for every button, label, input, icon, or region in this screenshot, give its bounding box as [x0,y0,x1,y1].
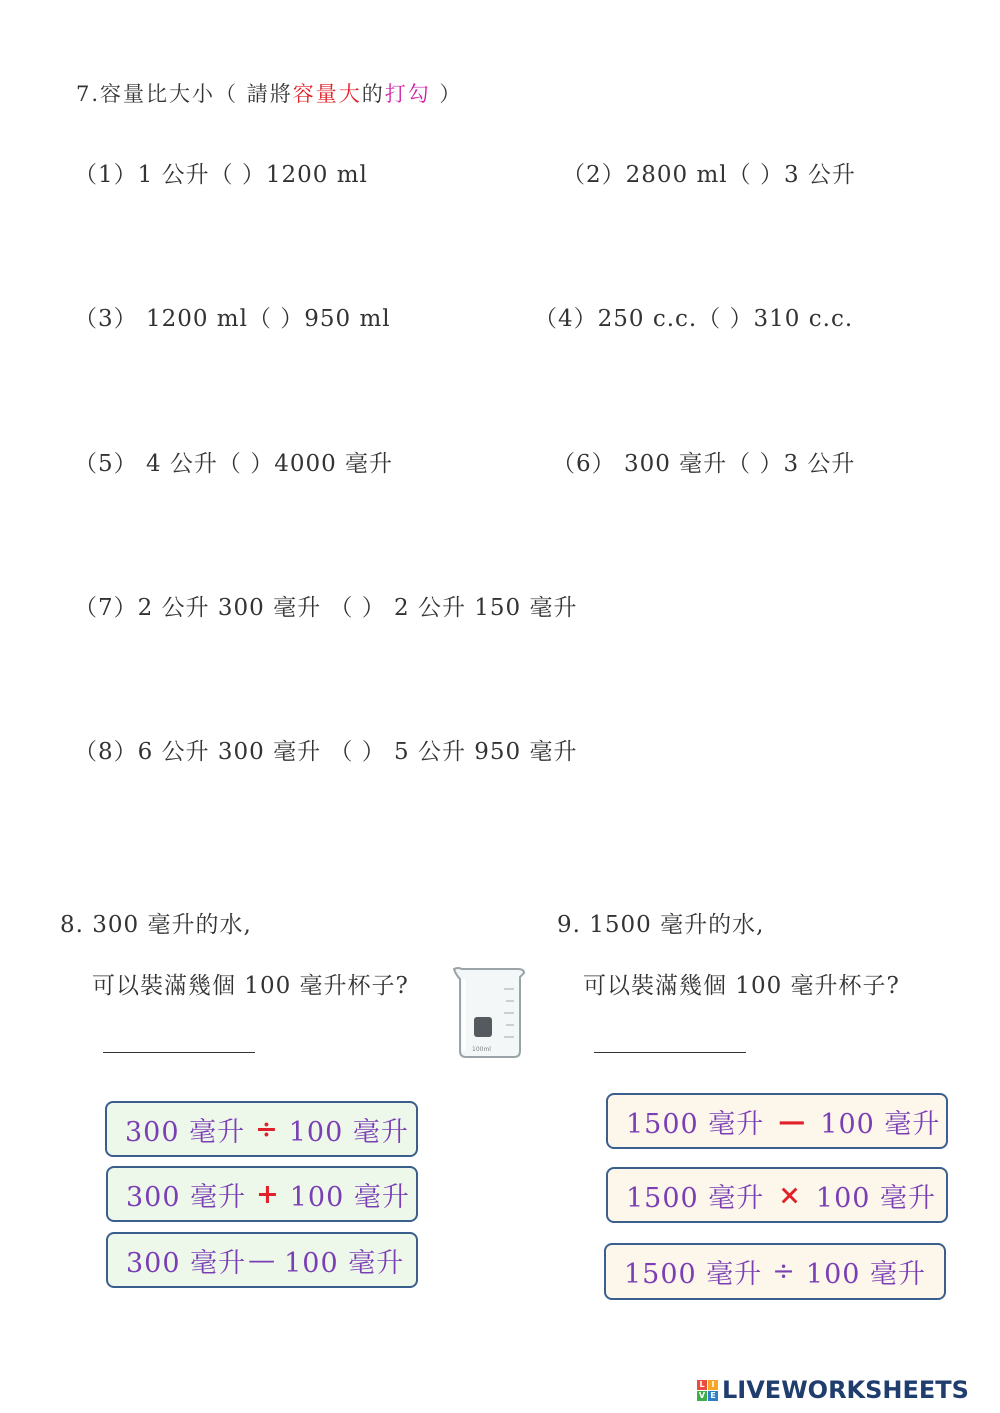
q8-option-3-left: 300 毫升 [126,1247,247,1279]
q7-title-highlight-red: 容量大 [292,82,362,106]
logo-cubes-icon [697,1380,718,1401]
q8-option-3[interactable] [106,1232,418,1288]
q9-option-2-left: 1500 毫升 [626,1182,765,1214]
minus-operator: — [778,1105,807,1137]
q7-item-1[interactable]: （1）1 公升（ ）1200 ml [74,162,368,188]
q8-answer-blank[interactable] [103,1052,255,1053]
divide-operator: ÷ [772,1256,796,1287]
q8-option-1-right: 100 毫升 [288,1116,409,1148]
q9-option-2-right: 100 毫升 [815,1182,937,1214]
q7-item-8[interactable]: （8）6 公升 300 毫升 （ ） 5 公升 950 毫升 [74,739,578,765]
q8-option-1[interactable] [105,1101,418,1157]
q7-title [76,78,462,108]
logo-text: LIVEWORKSHEETS [722,1376,969,1404]
q9-option-3-left: 1500 毫升 [624,1259,763,1290]
multiply-operator: × [778,1179,802,1211]
q7-item-3[interactable]: （3） 1200 ml（ ）950 ml [74,306,391,332]
q7-item-5[interactable]: （5） 4 公升（ ）4000 毫升 [74,451,394,477]
q7-item-2[interactable]: （2）2800 ml（ ）3 公升 [562,162,856,188]
q9-option-1-left: 1500 毫升 [626,1108,765,1140]
q9-option-2[interactable] [606,1167,948,1223]
q8-option-2[interactable] [106,1166,418,1222]
divide-operator: ÷ [255,1113,279,1145]
q9-answer-blank[interactable] [594,1052,746,1053]
plus-operator: + [256,1178,280,1210]
q8-line-2: 可以裝滿幾個 100 毫升杯子? [92,973,409,999]
logo-cube-e: E [708,1391,718,1401]
q8-option-2-right: 100 毫升 [289,1181,410,1213]
beaker-image [452,965,527,1060]
q9-option-1[interactable] [606,1093,948,1149]
logo-cube-i: I [708,1380,718,1390]
logo-cube-v: V [698,1391,706,1400]
q8-option-3-right: 100 毫升 [284,1247,405,1279]
q7-title-suffix: ） [430,82,463,106]
q7-title-highlight-magenta: 打勾 [384,82,431,106]
q7-item-4[interactable]: （4）250 c.c.（ ）310 c.c. [534,306,854,332]
liveworksheets-logo [697,1376,969,1404]
q8-option-2-left: 300 毫升 [126,1181,247,1213]
q8-option-1-left: 300 毫升 [125,1116,246,1148]
q9-option-3-right: 100 毫升 [805,1259,927,1290]
q7-title-mid: 的 [361,82,385,106]
q7-item-7[interactable]: （7）2 公升 300 毫升 （ ） 2 公升 150 毫升 [74,595,578,621]
q7-item-6[interactable]: （6） 300 毫升（ ）3 公升 [552,451,856,477]
minus-operator: — [248,1244,277,1276]
q9-line-2: 可以裝滿幾個 100 毫升杯子? [583,973,900,999]
q8-line-1: 8. 300 毫升的水, [60,912,252,938]
q7-title-prefix: 7.容量比大小（ 請將 [76,82,293,106]
q9-option-3[interactable] [604,1243,946,1300]
beaker-label: 100ml [472,1046,491,1053]
logo-cube-l: L [697,1380,707,1390]
q9-option-1-right: 100 毫升 [820,1108,941,1140]
q9-line-1: 9. 1500 毫升的水, [557,912,765,938]
